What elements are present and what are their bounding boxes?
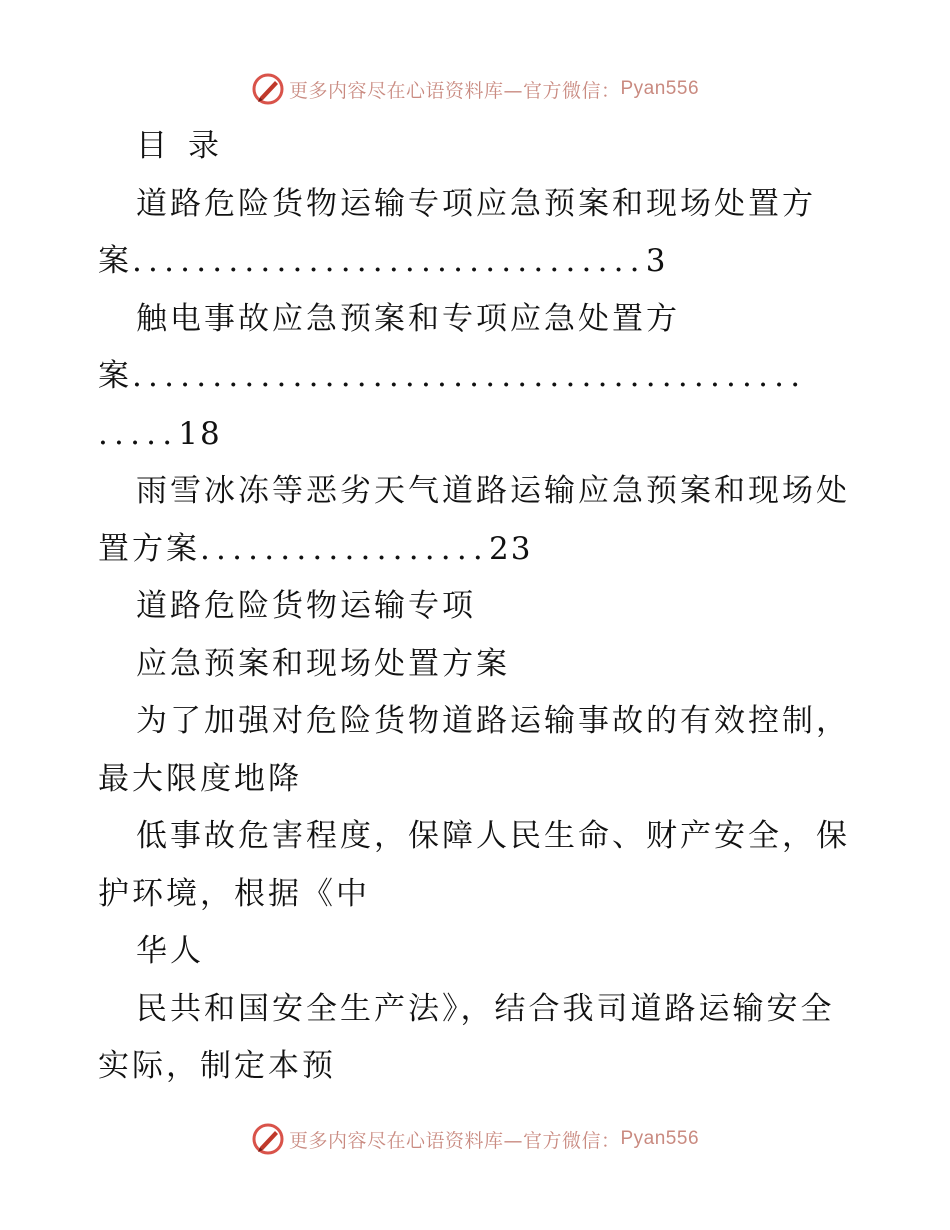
toc-dots: .......................................... — [132, 358, 807, 394]
toc-title: 目 录 — [136, 128, 222, 164]
paragraph-line: 护环境，根据《中 — [98, 875, 370, 912]
toc-dots: ................................ — [132, 243, 646, 279]
paragraph-line: 为了加强对危险货物道路运输事故的有效控制， — [136, 703, 850, 739]
paragraph-line: 民共和国安全生产法》，结合我司道路运输安全 — [136, 990, 835, 1027]
paragraph-line: 最大限度地降 — [98, 760, 302, 797]
toc-entry-2-leader: 案.......................................... — [98, 358, 807, 394]
toc-entry-3-leader: 置方案..................23 — [98, 530, 533, 567]
toc-entry-3-title: 雨雪冰冻等恶劣天气道路运输应急预案和现场处 — [136, 473, 850, 509]
toc-entry-1-leader: 案................................3 — [98, 243, 668, 279]
paragraph-line: 华人 — [136, 933, 204, 969]
toc-entry-2-leader-cont — [98, 406, 858, 464]
watermark-id: Pyan556 — [620, 1128, 700, 1149]
paragraph-line: 低事故危害程度，保障人民生命、财产安全，保 — [136, 818, 850, 854]
toc-page-number: 3 — [645, 243, 668, 279]
document-content — [98, 118, 858, 1096]
header-watermark — [0, 72, 950, 106]
watermark-text: 更多内容尽在心语资料库—官方微信： — [288, 79, 621, 102]
toc-page-number: 23 — [488, 530, 533, 567]
toc-page-number: 18 — [178, 415, 222, 452]
footer-watermark — [0, 1122, 950, 1156]
paragraph-line: 实际，制定本预 — [98, 1048, 336, 1084]
toc-entry-1-title: 道路危险货物运输专项应急预案和现场处置方 — [136, 185, 816, 222]
section-heading-line2: 应急预案和现场处置方案 — [136, 645, 510, 682]
toc-entry-2-title: 触电事故应急预案和专项应急处置方 — [136, 300, 680, 337]
section-heading-line1: 道路危险货物运输专项 — [136, 588, 476, 624]
toc-dots: .................. — [200, 530, 489, 567]
watermark-id: Pyan556 — [620, 78, 700, 99]
watermark-text: 更多内容尽在心语资料库—官方微信： — [288, 1129, 621, 1152]
pen-logo-icon — [251, 72, 285, 106]
toc-dots: ..... — [98, 415, 179, 452]
pen-logo-icon — [251, 1122, 285, 1156]
